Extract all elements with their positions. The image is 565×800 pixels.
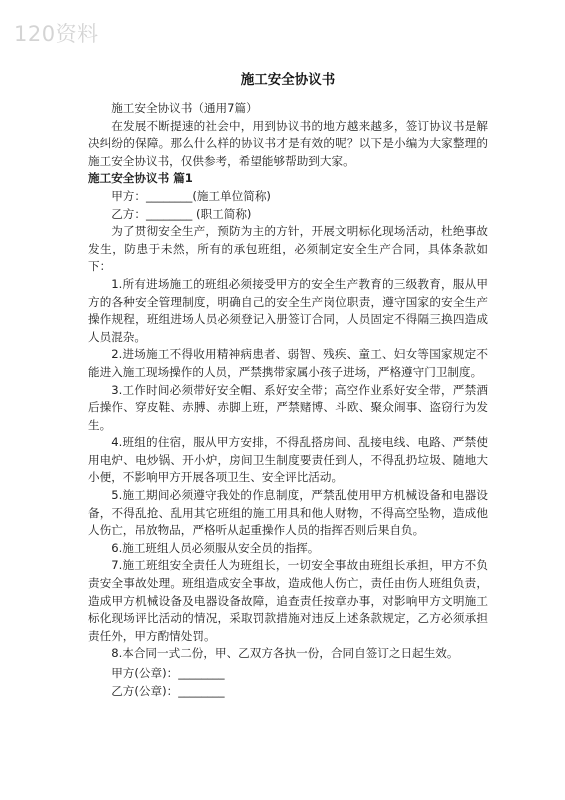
preamble-paragraph: 为了贯彻安全生产，预防为主的方针，开展文明标化现场活动，杜绝事故发生，防患于未然，所有的承包班组，必须制定安全生产合同，具体条款如下： xyxy=(88,224,488,274)
signature-party-b: 乙方(公章)：________ xyxy=(111,683,225,698)
party-b-field: 乙方：________ (职工简称) xyxy=(111,206,252,221)
clause-4: 4.班组的住宿，服从甲方安排，不得乱搭房间、乱接电线、电路、严禁使用电炉、电炒锅、开小炉，房间卫生制度要责任到人，不得乱扔垃圾、随地大小便，不影响甲方开展各项卫生、安全评比活动。 xyxy=(88,435,488,485)
clause-6: 6.施工班组人员必须服从安全员的指挥。 xyxy=(111,540,320,555)
clause-5: 5.施工期间必须遵守我处的作息制度，严禁乱使用甲方机械设备和电器设备，不得乱抢、乱用其它班组的施工用具和他人财物，不得高空坠物，造成他人伤亡，吊放物品，严格听从起重操作人员的指挥否则后果自负。 xyxy=(88,488,488,538)
clause-7: 7.施工班组安全责任人为班组长，一切安全事故由班组长承担，甲方不负责安全事故处理。班组造成安全事故，造成他人伤亡，责任由伤人班组负责，造成甲方机械设备及电器设备故障，追查责任按章办事，对影响甲方文明施工标化现场评比活动的情况，采取罚款措施对违反上述条款规定，乙方必须承担责任外，甲方酌情处罚。 xyxy=(88,558,488,643)
document-body xyxy=(88,100,488,700)
document-subtitle: 施工安全协议书（通用7篇） xyxy=(111,101,258,115)
clause-3: 3.工作时间必须带好安全帽、系好安全带；高空作业系好安全带，严禁酒后操作、穿皮鞋、赤膊、赤脚上班，严禁赌博、斗欧、聚众闹事、盗窃行为发生。 xyxy=(88,382,488,432)
clause-1: 1.所有进场施工的班组必须接受甲方的安全生产教育的三级教育，服从甲方的各种安全管理制度，明确自己的安全生产岗位职责，遵守国家的安全生产操作规程，班组进场人员必须登记入册签订合同，人员固定不得隔三换四造成人员混杂。 xyxy=(88,276,488,344)
clause-2: 2.进场施工不得收用精神病患者、弱智、残疾、童工、妇女等国家规定不能进入施工现场操作的人员，严禁携带家属小孩子进场，严格遵守门卫制度。 xyxy=(88,347,488,379)
intro-paragraph: 在发展不断提速的社会中，用到协议书的地方越来越多，签订协议书是解决纠纷的保障。那么什么样的协议书才是有效的呢？以下是小编为大家整理的施工安全协议书，仅供参考，希望能够帮助到大家。 xyxy=(88,118,488,168)
section-heading: 施工安全协议书 篇1 xyxy=(88,171,193,186)
watermark-logo: 120资料 xyxy=(14,22,99,46)
signature-party-a: 甲方(公章)：________ xyxy=(111,666,225,680)
party-a-field: 甲方：________(施工单位简称) xyxy=(111,188,271,203)
document-title: 施工安全协议书 xyxy=(240,72,336,88)
clause-8: 8.本合同一式二份，甲、乙双方各执一份，合同自签订之日起生效。 xyxy=(111,646,459,661)
